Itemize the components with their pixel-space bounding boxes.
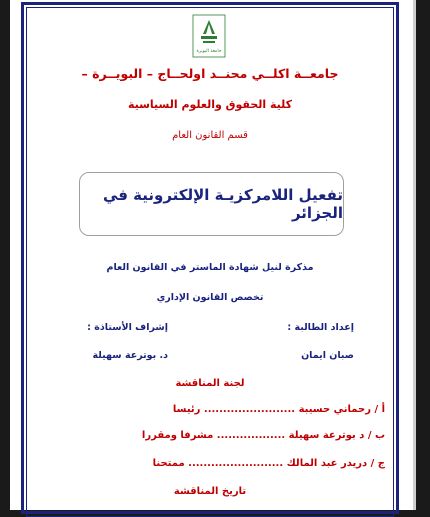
university-logo: [192, 14, 226, 58]
member-name: دريدر عبد المالك: [286, 458, 368, 469]
supervisor-name: د. بوترعة سهيلة: [92, 350, 168, 361]
student-label: إعداد الطالبة :: [287, 322, 354, 333]
member-index: ب / د: [359, 430, 385, 441]
committee-member-3: [153, 458, 385, 469]
university-name: جامعــة اكلــي محنــد اولحــاج – البويــرة –: [81, 66, 339, 81]
specialty: تخصص القانون الإداري: [156, 292, 264, 303]
member-role: مشرفا ومقررا: [141, 430, 214, 441]
member-dots: ..................: [216, 430, 286, 441]
member-role: رئيسا: [172, 404, 201, 415]
member-name: رحماني حسيبة: [298, 404, 371, 415]
thesis-title-box: [79, 172, 344, 236]
member-name: بوترعة سهيلة: [288, 430, 356, 441]
member-index: ج /: [370, 458, 385, 469]
thesis-statement: مذكرة لنيل شهادة الماستر في القانون العام: [106, 262, 314, 273]
student-name: صبان ايمان: [301, 350, 354, 361]
member-role: ممتحنا: [152, 458, 185, 469]
logo-caption: جامعة البويرة: [196, 49, 222, 54]
member-dots: ........................: [203, 404, 296, 415]
committee-heading: لجنة المناقشة: [175, 378, 245, 389]
thesis-title: تفعيل اللامركزيـة الإلكترونية في الجزائر: [102, 186, 343, 222]
member-index: أ /: [374, 404, 385, 415]
committee-member-2: [142, 430, 385, 441]
defense-date-label: تاريخ المناقشة: [173, 486, 247, 497]
department-name: قسم القانون العام: [172, 130, 248, 141]
member-dots: .........................: [188, 458, 284, 469]
faculty-name: كلية الحقوق والعلوم السياسية: [127, 98, 293, 111]
committee-member-1: [173, 404, 385, 415]
supervisor-label: إشراف الأستاذة :: [87, 322, 168, 333]
